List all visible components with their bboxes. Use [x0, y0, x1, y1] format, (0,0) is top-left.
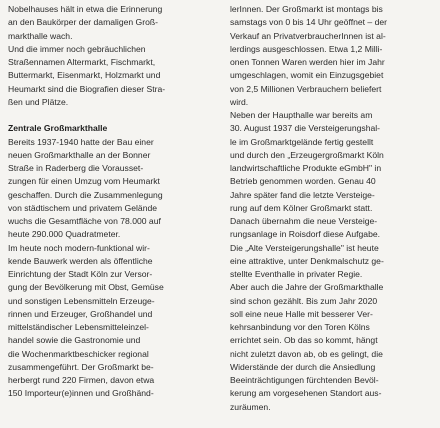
- text-line: Heumarkt sind die Biografien dieser Stra-: [8, 83, 166, 94]
- text-line: Und die immer noch gebräuchlichen: [8, 43, 146, 54]
- section-heading: Zentrale Großmarkthalle: [8, 123, 108, 134]
- text-line: kehrsanbindung vor den Toren Kölns: [230, 322, 370, 332]
- text-line: ßen und Plätze.: [8, 96, 69, 107]
- text-line: Buttermarkt, Eisenmarkt, Holzmarkt und: [8, 70, 161, 81]
- text-line: zuräumen.: [230, 401, 271, 412]
- text-line: Nobelhauses hält in etwa die Erinnerung: [8, 4, 163, 14]
- text-line: herbergt rund 220 Firmen, davon etwa: [8, 375, 155, 385]
- text-line: kende Bauwerk werden als öffentliche: [8, 255, 153, 266]
- text-line: handel sowie die Gastronomie und: [8, 335, 141, 346]
- paragraph-spacer: [8, 109, 212, 122]
- text-line: lerdings ausgeschlossen. Etwa 1,2 Milli-: [230, 43, 383, 54]
- left-column: [8, 3, 212, 401]
- text-line: Neben der Haupthalle war bereits am: [230, 110, 373, 120]
- text-line: kerung am vorgesehenen Standort aus-: [230, 388, 382, 399]
- text-line: Straße in Raderberg die Vorausset-: [8, 163, 144, 173]
- paragraph: [230, 281, 436, 414]
- text-line: onen Tonnen Waren werden hier im Jahr: [230, 57, 385, 67]
- text-line: gung der Bevölkerung mit Obst, Gemüse: [8, 282, 164, 293]
- text-line: mittelständischer Lebensmitteleinzel-: [8, 322, 149, 332]
- text-line: nicht zuletzt davon ab, ob es gelingt, die: [230, 348, 383, 359]
- text-line: markthalle wach.: [8, 30, 73, 41]
- text-line: von 2,5 Millionen Verbrauchern beliefert: [230, 83, 382, 94]
- text-line: umgeschlagen, womit ein Einzugsgebiet: [230, 70, 384, 81]
- paragraph: [230, 109, 436, 281]
- text-line: sind schon gezählt. Bis zum Jahr 2020: [230, 295, 378, 306]
- text-line: samstags von 0 bis 14 Uhr geöffnet – der: [230, 17, 388, 28]
- text-line: wuchs die Gesamtfläche von 78.000 auf: [8, 216, 161, 226]
- text-line: Jahre später fand die letzte Versteige-: [230, 189, 375, 200]
- text-line: Bereits 1937-1940 hatte der Bau einer: [8, 136, 154, 147]
- text-line: die Wochenmarktbeschicker regional: [8, 348, 149, 359]
- text-line: an den Baukörper der damaligen Groß-: [8, 17, 158, 28]
- text-line: Widerstände der durch die Ansiedlung: [230, 361, 376, 372]
- text-line: und durch den „Erzeugergroßmarkt Köln: [230, 149, 384, 160]
- text-line: Danach übernahm die neue Versteige-: [230, 216, 378, 226]
- text-line: zusammengeführt. Der Großmarkt be-: [8, 361, 154, 372]
- paragraph: [8, 3, 212, 43]
- text-line: landwirtschaftliche Produkte eGmbH" in: [230, 163, 382, 173]
- text-line: rung auf dem Kölner Großmarkt statt.: [230, 202, 373, 213]
- text-line: und sonstigen Lebensmitteln Erzeuge-: [8, 295, 155, 306]
- text-line: Straßennamen Altermarkt, Fischmarkt,: [8, 57, 156, 67]
- text-line: Die „Alte Versteigerungshalle" ist heute: [230, 242, 379, 253]
- text-line: eine attraktive, unter Denkmalschutz ge-: [230, 255, 384, 266]
- text-line: neuen Großmarkthalle an der Bonner: [8, 149, 151, 160]
- text-line: zungen für einen Umzug vom Heumarkt: [8, 176, 160, 187]
- text-line: geschaffen. Durch die Zusammenlegung: [8, 189, 163, 200]
- text-line: errichtet sein. Ob das so kommt, hängt: [230, 335, 378, 346]
- right-column: [230, 3, 436, 414]
- text-line: soll eine neue Halle mit besserer Ver-: [230, 308, 373, 319]
- paragraph: [8, 43, 212, 109]
- paragraph: [8, 136, 212, 242]
- text-line: lerInnen. Der Großmarkt ist montags bis: [230, 4, 383, 14]
- text-line: heute 290.000 Quadratmeter.: [8, 229, 121, 240]
- paragraph: [230, 3, 436, 109]
- text-line: Einrichtung der Stadt Köln zur Versor-: [8, 269, 153, 279]
- text-line: le im Großmarktgelände fertig gestellt: [230, 136, 374, 147]
- text-line: 30. August 1937 die Versteigerungshal-: [230, 123, 381, 134]
- text-line: Betrieb genommen worden. Genau 40: [230, 176, 376, 187]
- text-line: rinnen und Erzeuger, Großhandel und: [8, 308, 153, 319]
- text-line: Aber auch die Jahre der Großmarkthalle: [230, 282, 384, 293]
- text-line: Beeinträchtigungen fürchtenden Bevöl-: [230, 375, 379, 385]
- text-line: wird.: [230, 96, 249, 107]
- text-line: von städtischem und privatem Gelände: [8, 202, 158, 213]
- text-line: rungsanlage in Roisdorf diese Aufgabe.: [230, 229, 381, 240]
- text-line: Verkauf an PrivatverbraucherInnen ist al-: [230, 30, 386, 41]
- text-line: stellte Eventhalle in privater Regie.: [230, 269, 363, 279]
- text-line: 150 Importeur(e)innen und Großhänd-: [8, 388, 154, 399]
- text-line: Im heute noch modern-funktional wir-: [8, 242, 150, 253]
- paragraph: [8, 242, 212, 401]
